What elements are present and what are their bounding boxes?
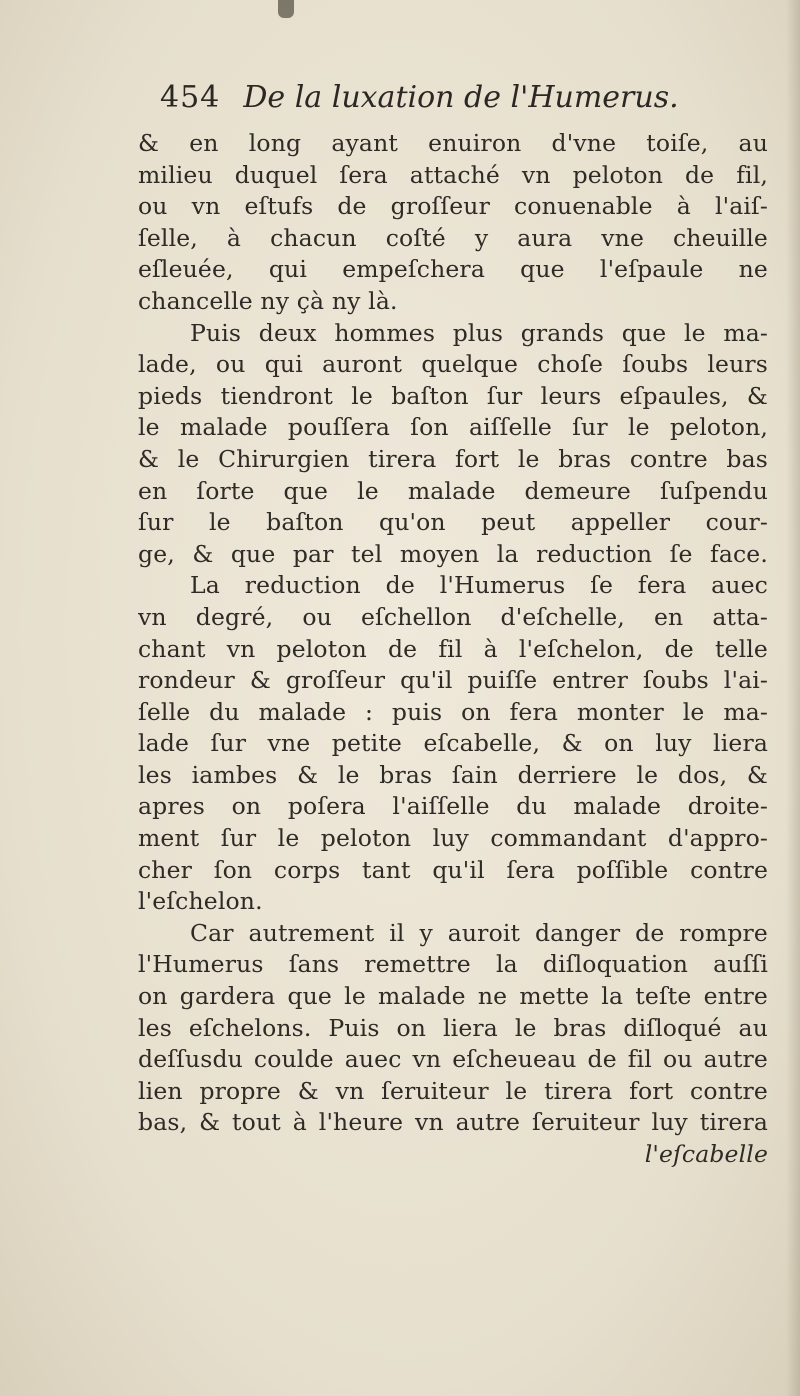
text-line: ſelle, à chacun coſté y aura vne cheuille bbox=[138, 223, 768, 252]
text-line: Car autrement il y auroit danger de rompre bbox=[190, 918, 768, 947]
text-line: ſelle du malade : puis on fera monter le ma- bbox=[138, 697, 768, 726]
text-line: le malade pouſſera ſon aiſſelle ſur le peloton, bbox=[138, 413, 768, 442]
running-title: De la luxation de l'Humerus. bbox=[243, 80, 679, 115]
text-line: en ſorte que le malade demeure ſuſpendu bbox=[138, 476, 768, 505]
text-line: ou vn eſtufs de groſſeur conuenable à l'aiſ- bbox=[138, 192, 768, 221]
text-line: deſſusdu coulde auec vn eſcheueau de fil ou autre bbox=[138, 1045, 768, 1074]
text-line: & en long ayant enuiron d'vne toiſe, au bbox=[138, 129, 768, 157]
page-header bbox=[160, 80, 780, 115]
text-line: l'eſchelon. bbox=[138, 887, 263, 916]
text-line: apres on poſera l'aiſſelle du malade droite- bbox=[138, 792, 768, 821]
text-line: ſur le baſton qu'on peut appeller cour- bbox=[138, 508, 768, 537]
text-line: chancelle ny çà ny là. bbox=[138, 286, 398, 315]
text-line: ge, & que par tel moyen la reduction ſe face. bbox=[138, 539, 768, 568]
text-line: La reduction de l'Humerus ſe fera auec bbox=[190, 571, 768, 600]
text-line: lien propre & vn ſeruiteur le tirera fort contre bbox=[138, 1076, 768, 1105]
text-line: pieds tiendront le baſton ſur leurs eſpaules, & bbox=[138, 381, 768, 410]
text-line: on gardera que le malade ne mette la teſte entre bbox=[138, 982, 768, 1011]
text-line: lade ſur vne petite eſcabelle, & on luy liera bbox=[138, 729, 768, 758]
text-line: les eſchelons. Puis on liera le bras diſloqué au bbox=[138, 1013, 768, 1042]
text-line: Puis deux hommes plus grands que le ma- bbox=[190, 318, 768, 347]
text-line: milieu duquel ſera attaché vn peloton de fil, bbox=[138, 160, 768, 189]
catchword: l'eſcabelle bbox=[644, 1140, 768, 1168]
text-line: l'Humerus ſans remettre la diſloquation auſſi bbox=[138, 950, 768, 979]
text-line: rondeur & groſſeur qu'il puiſſe entrer ſoubs l'ai- bbox=[138, 666, 768, 695]
text-line: bas, & tout à l'heure vn autre ſeruiteur luy tirera bbox=[138, 1108, 768, 1137]
text-line: lade, ou qui auront quelque choſe ſoubs leurs bbox=[138, 350, 768, 379]
text-line: ment ſur le peloton luy commandant d'appro- bbox=[138, 824, 768, 853]
text-line: les iambes & le bras ſain derriere le dos, & bbox=[138, 760, 768, 789]
text-line: eſleuée, qui empeſchera que l'eſpaule ne bbox=[138, 255, 768, 284]
page-edge-shadow bbox=[786, 0, 800, 1396]
page-number: 454 bbox=[160, 80, 221, 115]
text-line: cher ſon corps tant qu'il ſera poſſible contre bbox=[138, 855, 768, 884]
text-line: & le Chirurgien tirera fort le bras contre bas bbox=[138, 444, 768, 473]
text-line: vn degré, ou eſchellon d'eſchelle, en atta- bbox=[138, 602, 768, 631]
text-line: chant vn peloton de fil à l'eſchelon, de telle bbox=[138, 634, 768, 663]
ink-mark bbox=[278, 0, 294, 18]
body-text bbox=[138, 128, 768, 1171]
